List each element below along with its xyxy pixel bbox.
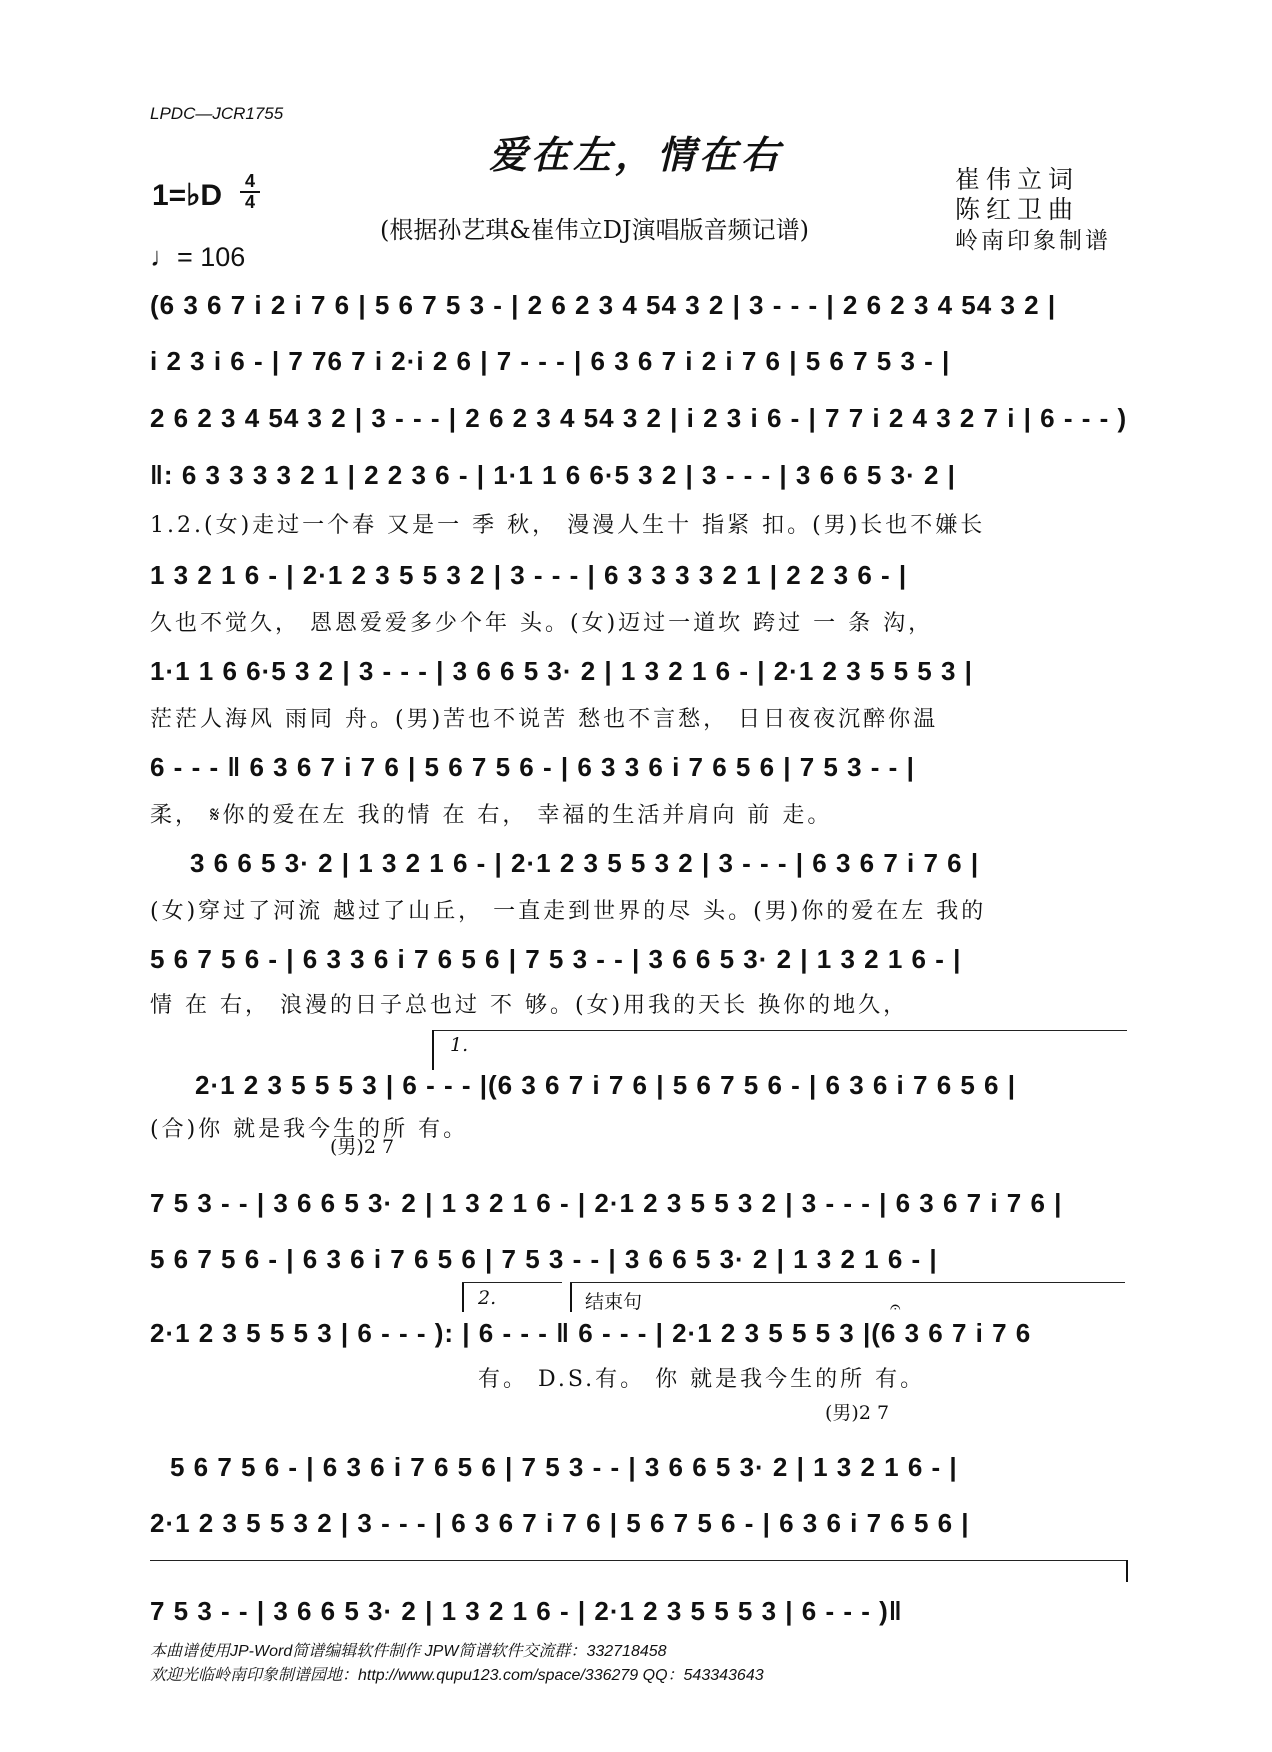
final-rule-edge	[1126, 1560, 1128, 1582]
composer-credit: 陈红卫曲	[955, 195, 1080, 224]
volta-1-edge	[432, 1030, 434, 1070]
notation-row-14: 5 6 7 5 6 - | 6 3 6 i 7 6 5 6 | 7 5 3 - - | 3 6 6 5 3· 2 | 1 3 2 1 6 - |	[170, 1452, 958, 1482]
notation-row-13: 2·1 2 3 5 5 5 3 | 6 - - - ): | 6 - - - ‖ 6 - - - | 2·1 2 3 5 5 5 3 |(6 3 6 7 i 7 6	[150, 1318, 1032, 1348]
meter-bottom: 4	[244, 192, 255, 212]
lyric-row-13: 有。 D.S.有。 你 就是我今生的所 有。	[478, 1367, 926, 1392]
notation-row-5: 1 3 2 1 6 - | 2·1 2 3 5 5 3 2 | 3 - - - | 6 3 3 3 3 2 1 | 2 2 3 6 - |	[150, 560, 908, 590]
final-system-rule	[150, 1560, 1128, 1561]
notation-row-16: 7 5 3 - - | 3 6 6 5 3· 2 | 1 3 2 1 6 - | 2·1 2 3 5 5 5 3 | 6 - - - )‖	[150, 1596, 903, 1626]
footer-software-note: 本曲谱使用JP-Word简谱编辑软件制作 JPW简谱软件交流群：332718458	[150, 1643, 667, 1660]
lyric-row-5: 久也不觉久， 恩恩爱爱多少个年 头。(女)迈过一道坎 跨过 一 条 沟，	[150, 611, 934, 636]
lyric-row-8: (女)穿过了河流 越过了山丘， 一直走到世界的尽 头。(男)你的爱在左 我的	[150, 899, 987, 924]
lyric-row-4: 1.2.(女)走过一个春 又是一 季 秋， 漫漫人生十 指紧 扣。(男)长也不嫌长	[150, 513, 986, 538]
footer-website-note: 欢迎光临岭南印象制谱园地：http://www.qupu123.com/space/336279 QQ：543343643	[150, 1667, 764, 1684]
lyric-row-9: 情 在 右， 浪漫的日子总也过 不 够。(女)用我的天长 换你的地久，	[150, 993, 909, 1018]
meter-top: 4	[244, 171, 255, 191]
volta-2-edge	[462, 1282, 464, 1312]
notation-row-2: i 2 3 i 6 - | 7 76 7 i 2·i 2 6 | 7 - - - | 6 3 6 7 i 2 i 7 6 | 5 6 7 5 3 - |	[150, 346, 951, 376]
ending-bracket	[570, 1282, 1125, 1283]
ending-edge	[570, 1282, 572, 1312]
volta-1-bracket	[432, 1030, 1127, 1031]
notation-row-4: ‖: 6 3 3 3 3 2 1 | 2 2 3 6 - | 1·1 1 6 6·5 3 2 | 3 - - - | 3 6 6 5 3· 2 |	[150, 460, 956, 490]
fermata-sign: 𝄐	[890, 1296, 901, 1318]
notation-row-12: 5 6 7 5 6 - | 6 3 6 i 7 6 5 6 | 7 5 3 - - | 3 6 6 5 3· 2 | 1 3 2 1 6 - |	[150, 1244, 938, 1274]
notation-row-15: 2·1 2 3 5 5 3 2 | 3 - - - | 6 3 6 7 i 7 6 | 5 6 7 5 6 - | 6 3 6 i 7 6 5 6 |	[150, 1508, 970, 1538]
notation-row-9: 5 6 7 5 6 - | 6 3 3 6 i 7 6 5 6 | 7 5 3 - - | 3 6 6 5 3· 2 | 1 3 2 1 6 - |	[150, 944, 962, 974]
volta-1-label: 1.	[450, 1034, 469, 1056]
ending-label: 结束句	[585, 1291, 643, 1313]
notation-row-10: 2·1 2 3 5 5 5 3 | 6 - - - |(6 3 6 7 i 7 6 | 5 6 7 5 6 - | 6 3 6 i 7 6 5 6 |	[195, 1070, 1017, 1100]
notation-row-8: 3 6 6 5 3· 2 | 1 3 2 1 6 - | 2·1 2 3 5 5 3 2 | 3 - - - | 6 3 6 7 i 7 6 |	[190, 848, 980, 878]
song-title: 爱在左，情在右	[488, 132, 783, 177]
tempo-marking: ♩= 106	[150, 242, 246, 272]
notation-row-6: 1·1 1 6 6·5 3 2 | 3 - - - | 3 6 6 5 3· 2 | 1 3 2 1 6 - | 2·1 2 3 5 5 5 3 |	[150, 656, 973, 686]
notation-row-11: 7 5 3 - - | 3 6 6 5 3· 2 | 1 3 2 1 6 - | 2·1 2 3 5 5 3 2 | 3 - - - | 6 3 6 7 i 7 6 |	[150, 1188, 1063, 1218]
score-code: LPDC—JCR1755	[150, 104, 284, 123]
time-signature	[240, 172, 260, 212]
subtitle: (根据孙艺琪&崔伟立DJ演唱版音频记谱)	[380, 216, 809, 244]
volta-2-bracket	[462, 1282, 562, 1283]
notation-row-7: 6 - - - ‖ 6 3 6 7 i 7 6 | 5 6 7 5 6 - | 6 3 3 6 i 7 6 5 6 | 7 5 3 - - |	[150, 752, 915, 782]
lyric-row-7: 柔， 𝄋你的爱在左 我的情 在 右， 幸福的生活并肩向 前 走。	[150, 803, 833, 828]
lyric-row-10: (合)你 就是我今生的所 有。	[150, 1117, 469, 1142]
lyricist-credit: 崔伟立词	[955, 165, 1080, 194]
key-signature: 1=♭D	[152, 179, 223, 212]
volta-2-label: 2.	[478, 1287, 497, 1309]
notation-row-1: (6 3 6 7 i 2 i 7 6 | 5 6 7 5 3 - | 2 6 2 3 4 54 3 2 | 3 - - - | 2 6 2 3 4 54 3 2 |	[150, 290, 1057, 320]
lyric-row-6: 茫茫人海风 雨同 舟。(男)苦也不说苦 愁也不言愁， 日日夜夜沉醉你温	[150, 707, 939, 732]
notation-row-3: 2 6 2 3 4 54 3 2 | 3 - - - | 2 6 2 3 4 54 3 2 | i 2 3 i 6 - | 7 7 i 2 4 3 2 7 i | 6 - - - )	[150, 403, 1128, 433]
arranger-credit: 岭南印象制谱	[955, 228, 1111, 254]
male-part-label-b: (男)2 7	[825, 1402, 890, 1424]
male-part-label-a: (男)2 7	[330, 1136, 395, 1158]
